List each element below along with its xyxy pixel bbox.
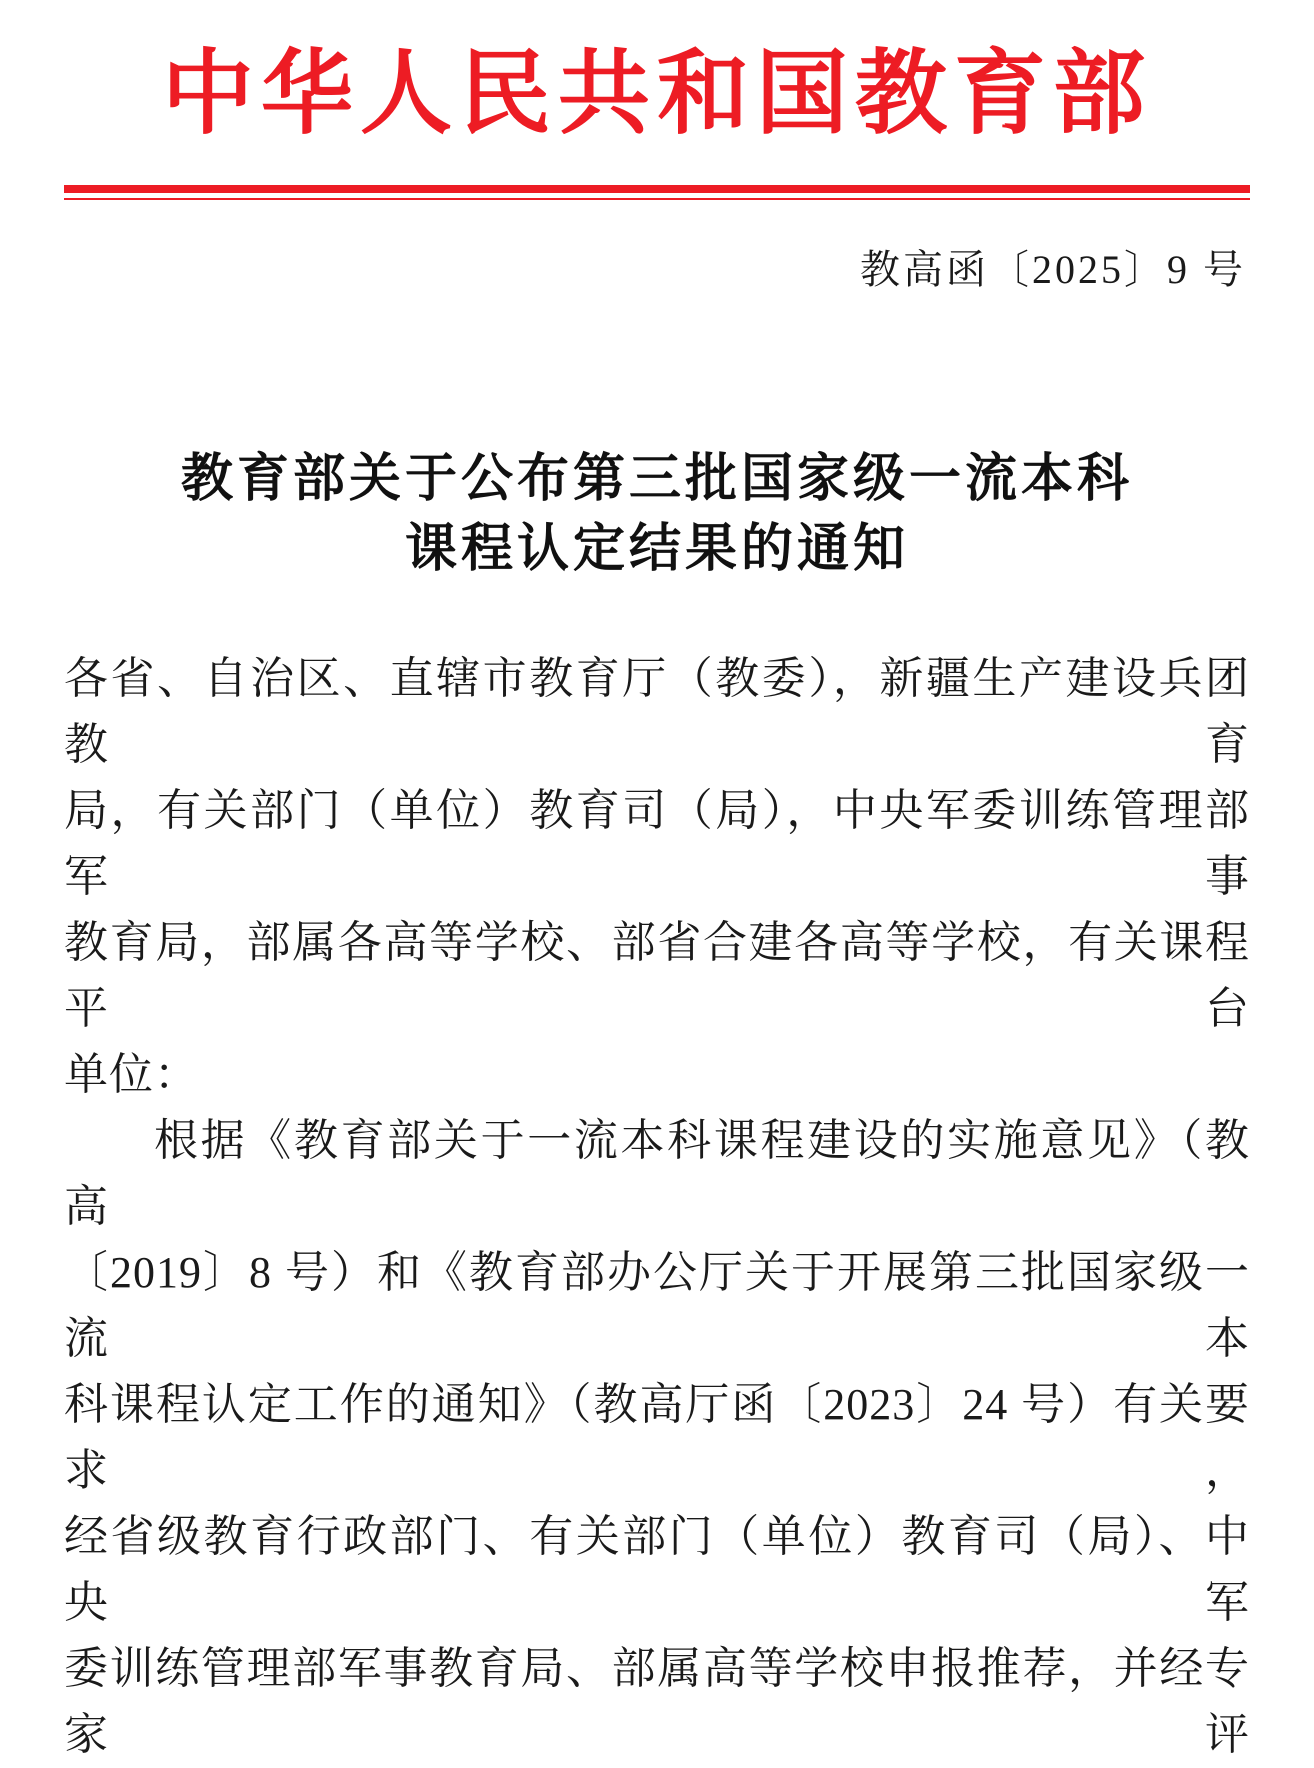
body-line-7: 科课程认定工作的通知》（教高厅函〔2023〕24 号）有关要求， — [64, 1379, 1250, 1495]
red-rule-thin — [64, 198, 1250, 200]
document-title-line2: 课程认定结果的通知 — [404, 519, 909, 578]
body-line-2: 局，有关部门（单位）教育司（局），中央军委训练管理部军事 — [64, 785, 1250, 901]
body-line-6: 〔2019〕8 号）和《教育部办公厅关于开展第三批国家级一流本 — [64, 1247, 1250, 1363]
body-line-1: 各省、自治区、直辖市教育厅（教委），新疆生产建设兵团教育 — [64, 653, 1250, 769]
body-line-8: 经省级教育行政部门、有关部门（单位）教育司（局）、中央军 — [64, 1511, 1250, 1627]
body-line-3: 教育局，部属各高等学校、部省合建各高等学校，有关课程平台 — [64, 917, 1250, 1033]
body-line-4: 单位： — [64, 1049, 199, 1099]
document-number: 教高函〔2025〕9 号 — [860, 246, 1246, 292]
document-title — [40, 444, 1274, 584]
document-body — [64, 646, 1250, 1768]
body-line-9: 委训练管理部军事教育局、部属高等学校申报推荐，并经专家评 — [64, 1643, 1250, 1759]
ministry-name: 中华人民共和国教育部 — [161, 43, 1152, 145]
red-rule-thick — [64, 185, 1250, 193]
letterhead — [0, 43, 1314, 200]
body-line-5: 根据《教育部关于一流本科课程建设的实施意见》（教高 — [64, 1115, 1250, 1231]
document-title-line1: 教育部关于公布第三批国家级一流本科 — [180, 449, 1133, 508]
document-page — [0, 43, 1314, 1759]
